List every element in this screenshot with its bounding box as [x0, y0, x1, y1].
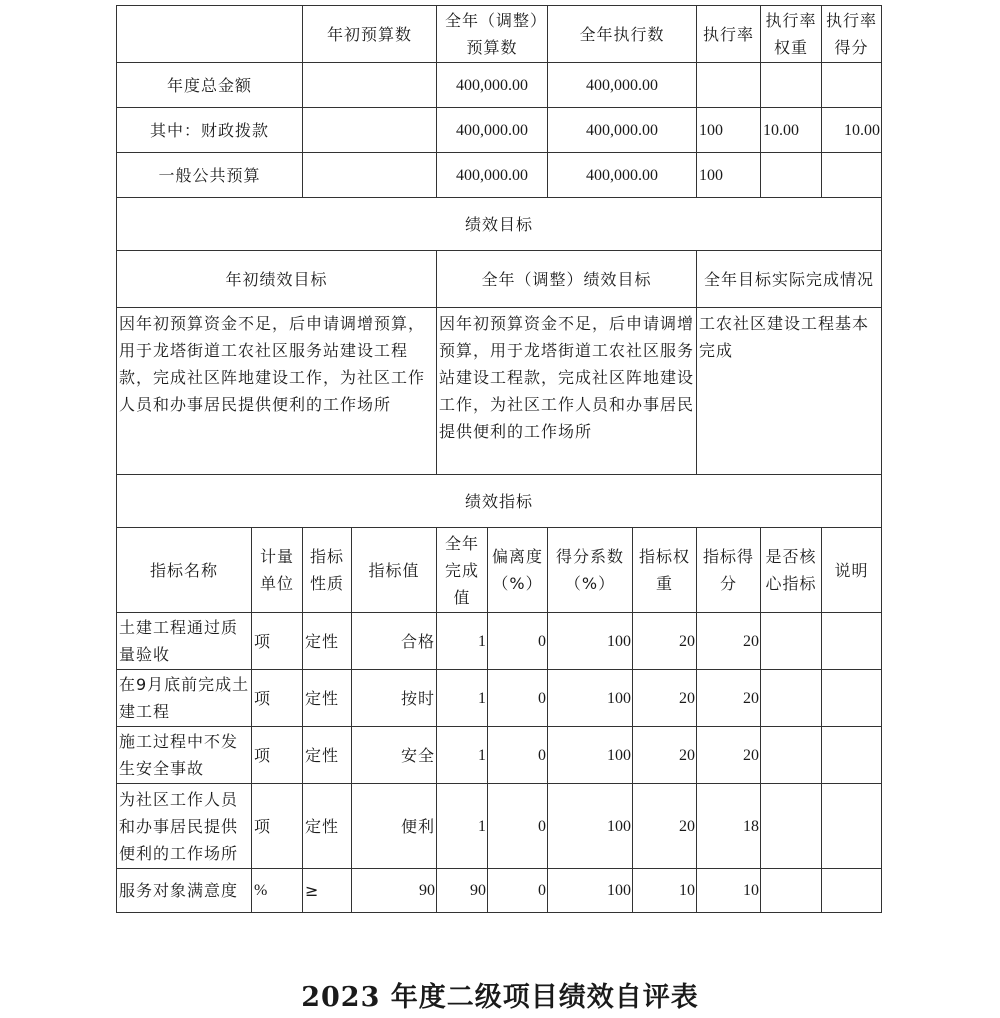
indicator-unit: 项	[251, 783, 303, 869]
goal-adjusted-text: 因年初预算资金不足，后申请调增预算，用于龙塔街道工农社区服务站建设工程款，完成社区阵地建设工作，为社区工作人员和办事居民提供便利的工作场所	[436, 307, 697, 475]
indicator-header-deviation: 偏离度（%）	[487, 527, 548, 613]
indicator-unit: 项	[251, 726, 303, 784]
budget-header-adjusted: 全年（调整）预算数	[436, 5, 548, 63]
budget-row-executed: 400,000.00	[547, 62, 697, 108]
indicator-score: 20	[696, 726, 761, 784]
indicator-weight: 20	[632, 669, 697, 727]
indicator-completed: 1	[436, 669, 488, 727]
indicator-completed: 1	[436, 612, 488, 670]
indicator-deviation: 0	[487, 783, 548, 869]
budget-header-blank	[116, 5, 303, 63]
budget-header-rate-score: 执行率得分	[821, 5, 882, 63]
indicator-name: 施工过程中不发生安全事故	[116, 726, 252, 784]
indicator-value: 按时	[351, 669, 437, 727]
goal-actual-text: 工农社区建设工程基本完成	[696, 307, 882, 475]
indicator-score: 20	[696, 612, 761, 670]
indicator-header-note: 说明	[821, 527, 882, 613]
budget-row-rate: 100	[696, 107, 761, 153]
indicator-weight: 10	[632, 868, 697, 913]
budget-row-adjusted: 400,000.00	[436, 62, 548, 108]
indicator-completed: 90	[436, 868, 488, 913]
indicator-core	[760, 868, 822, 913]
indicator-core	[760, 612, 822, 670]
indicators-section-title: 绩效指标	[116, 474, 882, 528]
indicator-coefficient: 100	[547, 783, 633, 869]
goals-header-adjusted: 全年（调整）绩效目标	[436, 250, 697, 308]
indicator-value: 合格	[351, 612, 437, 670]
indicator-coefficient: 100	[547, 612, 633, 670]
budget-header-initial: 年初预算数	[302, 5, 437, 63]
budget-row-label: 一般公共预算	[116, 152, 303, 198]
indicator-nature: 定性	[302, 783, 352, 869]
budget-row-adjusted: 400,000.00	[436, 107, 548, 153]
indicator-note	[821, 868, 882, 913]
budget-row-initial	[302, 152, 437, 198]
indicator-completed: 1	[436, 726, 488, 784]
indicator-deviation: 0	[487, 669, 548, 727]
indicator-nature: ≥	[302, 868, 352, 913]
indicator-score: 20	[696, 669, 761, 727]
budget-row-rate-weight: 10.00	[760, 107, 822, 153]
indicator-score: 10	[696, 868, 761, 913]
indicator-nature: 定性	[302, 612, 352, 670]
indicator-note	[821, 612, 882, 670]
indicator-unit: 项	[251, 612, 303, 670]
budget-row-rate-score	[821, 152, 882, 198]
goals-header-initial: 年初绩效目标	[116, 250, 437, 308]
indicator-value: 90	[351, 868, 437, 913]
indicator-coefficient: 100	[547, 726, 633, 784]
indicator-coefficient: 100	[547, 868, 633, 913]
indicator-name: 在9月底前完成土建工程	[116, 669, 252, 727]
indicator-unit: %	[251, 868, 303, 913]
evaluation-table	[117, 6, 882, 913]
indicator-deviation: 0	[487, 726, 548, 784]
budget-row-adjusted: 400,000.00	[436, 152, 548, 198]
indicator-unit: 项	[251, 669, 303, 727]
document-title: 2023 年度二级项目绩效自评表	[301, 982, 699, 1013]
goals-header-actual: 全年目标实际完成情况	[696, 250, 882, 308]
indicator-weight: 20	[632, 612, 697, 670]
indicator-value: 便利	[351, 783, 437, 869]
indicator-deviation: 0	[487, 868, 548, 913]
indicator-name: 为社区工作人员和办事居民提供便利的工作场所	[116, 783, 252, 869]
indicator-nature: 定性	[302, 669, 352, 727]
indicator-value: 安全	[351, 726, 437, 784]
budget-header-rate: 执行率	[696, 5, 761, 63]
budget-row-rate-weight	[760, 62, 822, 108]
budget-row-initial	[302, 62, 437, 108]
indicator-header-weight: 指标权重	[632, 527, 697, 613]
indicator-header-nature: 指标性质	[302, 527, 352, 613]
budget-row-rate-score	[821, 62, 882, 108]
indicator-weight: 20	[632, 783, 697, 869]
budget-row-rate-score: 10.00	[821, 107, 882, 153]
indicator-header-core: 是否核心指标	[760, 527, 822, 613]
budget-row-executed: 400,000.00	[547, 152, 697, 198]
indicator-header-name: 指标名称	[116, 527, 252, 613]
budget-row-label: 年度总金额	[116, 62, 303, 108]
indicator-header-score: 指标得分	[696, 527, 761, 613]
goals-section-title: 绩效目标	[116, 197, 882, 251]
budget-row-executed: 400,000.00	[547, 107, 697, 153]
indicator-note	[821, 669, 882, 727]
indicator-note	[821, 783, 882, 869]
indicator-core	[760, 726, 822, 784]
budget-row-label: 其中：财政拨款	[116, 107, 303, 153]
budget-row-rate: 100	[696, 152, 761, 198]
goal-initial-text: 因年初预算资金不足，后申请调增预算，用于龙塔街道工农社区服务站建设工程款，完成社区阵地建设工作，为社区工作人员和办事居民提供便利的工作场所	[116, 307, 437, 475]
indicator-core	[760, 783, 822, 869]
indicator-nature: 定性	[302, 726, 352, 784]
indicator-header-coefficient: 得分系数（%）	[547, 527, 633, 613]
indicator-header-value: 指标值	[351, 527, 437, 613]
budget-header-rate-weight: 执行率权重	[760, 5, 822, 63]
budget-row-rate	[696, 62, 761, 108]
indicator-completed: 1	[436, 783, 488, 869]
indicator-name: 服务对象满意度	[116, 868, 252, 913]
budget-header-executed: 全年执行数	[547, 5, 697, 63]
indicator-header-unit: 计量单位	[251, 527, 303, 613]
budget-row-initial	[302, 107, 437, 153]
indicator-note	[821, 726, 882, 784]
indicator-coefficient: 100	[547, 669, 633, 727]
indicator-deviation: 0	[487, 612, 548, 670]
indicator-core	[760, 669, 822, 727]
budget-row-rate-weight	[760, 152, 822, 198]
indicator-weight: 20	[632, 726, 697, 784]
indicator-header-completed: 全年完成值	[436, 527, 488, 613]
indicator-score: 18	[696, 783, 761, 869]
indicator-name: 土建工程通过质量验收	[116, 612, 252, 670]
